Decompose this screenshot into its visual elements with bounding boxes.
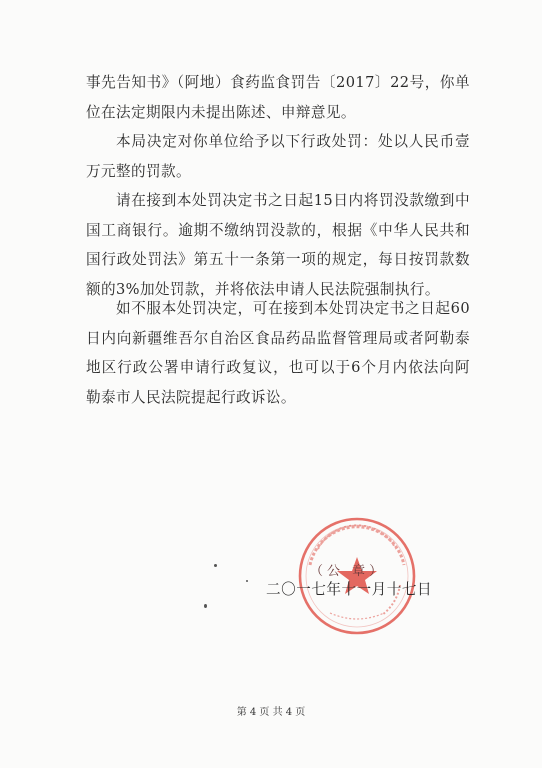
- page-footer: 第 4 页 共 4 页: [236, 707, 306, 718]
- paragraph-penalty-decision: 本局决定对你单位给予以下行政处罚：处以人民币壹万元整的罚款。: [86, 133, 470, 180]
- paragraph-payment-instructions: 请在接到本处罚决定书之日起15日内将罚没款缴到中国工商银行。逾期不缴纳罚没款的，根据《中华人民共和国行政处罚法》第五十一条第一项的规定，每日按罚款数额的3%加处罚款，并将依法申请人民法院强制执行。: [86, 192, 470, 298]
- paragraph-notice-ref: 事先告知书》（阿地）食药监食罚告〔2017〕22号，你单位在法定期限内未提出陈述、申辩意见。: [86, 74, 470, 121]
- scan-speck: [204, 604, 207, 608]
- seal-label: （公 章）: [310, 564, 387, 579]
- scan-speck: [214, 564, 217, 567]
- paragraph-appeal-rights: 如不服本处罚决定，可在接到本处罚决定书之日起60日内向新疆维吾尔自治区食品药品监督管理局或者阿勒泰地区行政公署申请行政复议，也可以于6个月内依法向阿勒泰市人民法院提起行政诉讼。: [86, 300, 470, 406]
- document-date: 二〇一七年十一月十七日: [266, 581, 433, 598]
- scan-speck: [246, 580, 248, 582]
